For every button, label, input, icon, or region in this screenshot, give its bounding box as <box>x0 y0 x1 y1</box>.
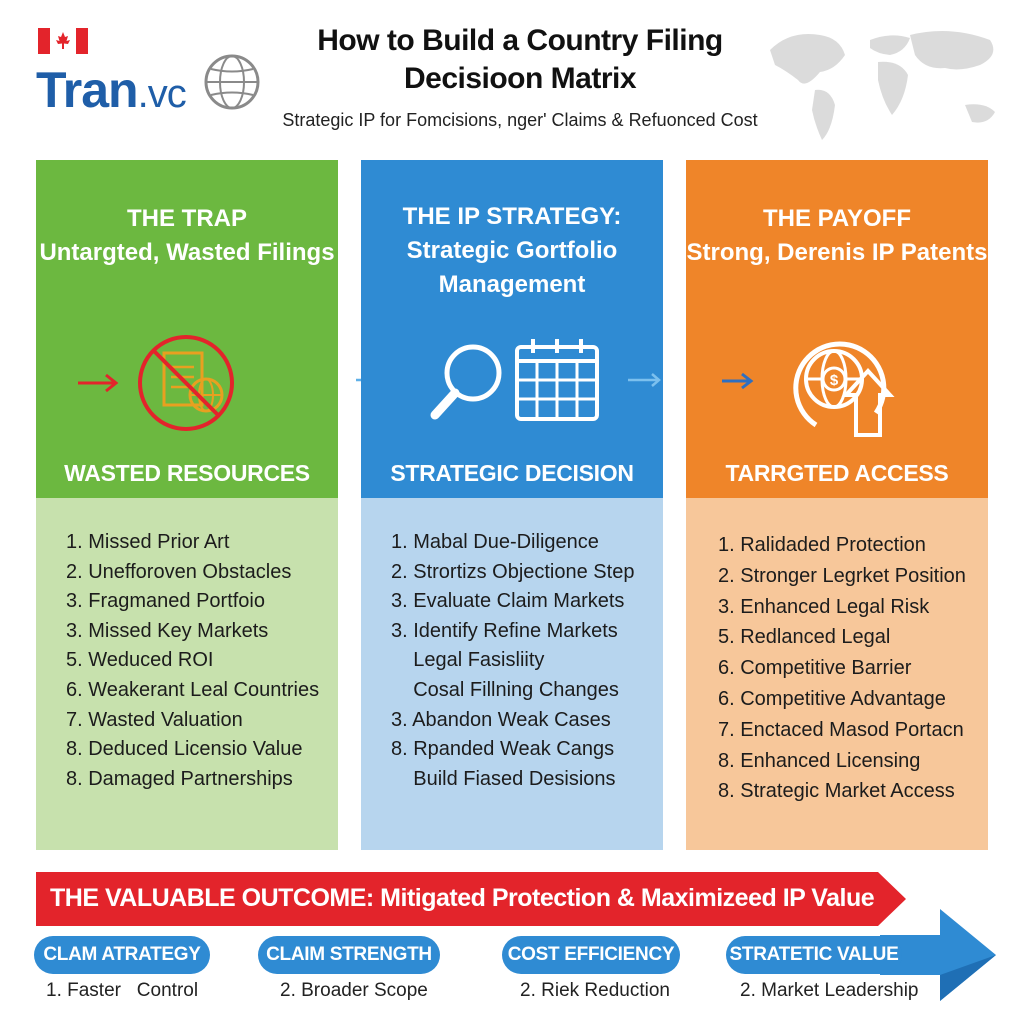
list-item: 6. Weakerant Leal Countries <box>66 678 320 701</box>
world-map-icon <box>760 10 1010 150</box>
svg-text:$: $ <box>829 372 839 389</box>
column-strategy-subheading-2: Management <box>438 271 586 298</box>
list-item: 3. Enhanced Legal Risk <box>718 595 930 618</box>
list-item: Legal Fasisliity <box>391 649 545 672</box>
column-strategy-heading: THE IP STRATEGY: <box>402 203 622 230</box>
column-payoff-label: TARRGTED ACCESS <box>725 460 949 486</box>
column-trap-subheading: Untargted, Wasted Filings <box>39 239 335 266</box>
list-item: 3. Fragmaned Portfoio <box>66 590 265 613</box>
list-item: 2. Strortizs Objectione Step <box>391 560 635 583</box>
pill-claim-strategy: CLAM ATRATEGY <box>34 936 210 974</box>
pill-claim-strategy-detail: 1. Faster Control <box>46 980 199 1001</box>
list-item: 8. Rpanded Weak Cangs <box>391 738 615 761</box>
column-payoff-header <box>686 202 988 270</box>
column-payoff-top <box>686 160 988 498</box>
pill-strategic-value-detail: 2. Market Leadership <box>740 980 919 1001</box>
pill-claim-strength: CLAIM STRENGTH <box>258 936 440 974</box>
logo-text <box>36 62 186 122</box>
arrow-right-icon <box>624 365 664 395</box>
list-item: 3. Evaluate Claim Markets <box>391 590 625 613</box>
list-item: 3. Abandon Weak Cases <box>391 708 611 731</box>
column-trap-list <box>66 528 322 794</box>
column-payoff-list <box>718 530 972 807</box>
column-payoff-body <box>686 498 988 850</box>
pill-strategic-value: STRATETIC VALUE <box>726 936 902 974</box>
column-strategy-list <box>391 528 647 794</box>
list-item: 6. Competitive Advantage <box>718 687 946 710</box>
list-item: 5. Redlanced Legal <box>718 626 891 649</box>
column-payoff-heading: THE PAYOFF <box>762 205 912 232</box>
globe-dollar-growth-icon <box>686 325 988 445</box>
list-item: 7. Wasted Valuation <box>66 708 243 731</box>
column-strategy-label: STRATEGIC DECISION <box>390 460 634 486</box>
list-item: Cosal Fillning Changes <box>391 678 619 701</box>
page-subtitle: Strategic IP for Fomcisions, nger' Claims & Refuonced Cost <box>282 110 758 130</box>
magnifier-calendar-icon <box>361 325 663 445</box>
list-item: 7. Enctaced Masod Portacn <box>718 718 964 741</box>
logo <box>36 22 266 118</box>
pill-cost-efficiency: COST EFFICIENCY <box>502 936 680 974</box>
logo-suffix: .vc <box>137 72 186 116</box>
column-trap-header <box>36 202 338 270</box>
pill-cost-efficiency-detail: 2. Riek Reduction <box>520 980 670 1001</box>
column-strategy <box>361 160 663 850</box>
list-item: 8. Strategic Market Access <box>718 780 955 803</box>
column-payoff-subheading: Strong, Derenis IP Patents <box>686 239 988 266</box>
list-item: 3. Identify Refine Markets <box>391 619 618 642</box>
column-trap <box>36 160 338 850</box>
list-item: 1. Ralidaded Protection <box>718 534 926 556</box>
list-item: Build Fiased Desisions <box>391 767 616 790</box>
outcome-text: THE VALUABLE OUTCOME: Mitigated Protection & Maximizeed IP Value <box>50 884 875 912</box>
page-title-line-1: How to Build a Country Filing <box>317 24 723 57</box>
column-trap-heading: THE TRAP <box>127 205 247 232</box>
pill-claim-strength-detail: 2. Broader Scope <box>280 980 428 1001</box>
column-strategy-body <box>361 498 663 850</box>
list-item: 3. Missed Key Markets <box>66 619 269 642</box>
column-trap-body <box>36 498 338 850</box>
list-item: 6. Competitive Barrier <box>718 657 912 680</box>
list-item: 8. Damaged Partnerships <box>66 767 293 790</box>
list-item: 8. Enhanced Licensing <box>718 749 921 772</box>
list-item: 1. Mabal Due-Diligence <box>391 531 599 553</box>
canada-flag-icon <box>38 28 88 54</box>
list-item: 1. Missed Prior Art <box>66 531 230 553</box>
logo-main: Tran <box>36 62 138 118</box>
page-title-line-2: Decisioon Matrix <box>403 62 637 95</box>
list-item: 2. Unefforoven Obstacles <box>66 560 292 583</box>
crossed-document-globe-icon <box>36 325 338 445</box>
list-item: 2. Stronger Legrket Position <box>718 564 966 587</box>
column-trap-top <box>36 160 338 498</box>
column-strategy-top <box>361 160 663 498</box>
globe-icon <box>202 52 262 112</box>
column-strategy-header <box>361 200 663 302</box>
column-payoff <box>686 160 988 850</box>
list-item: 5. Weduced ROI <box>66 649 214 672</box>
title-block <box>270 22 770 131</box>
column-trap-label: WASTED RESOURCES <box>64 460 310 486</box>
column-strategy-subheading: Strategic Gortfolio <box>406 237 618 264</box>
list-item: 8. Deduced Licensio Value <box>66 738 303 761</box>
